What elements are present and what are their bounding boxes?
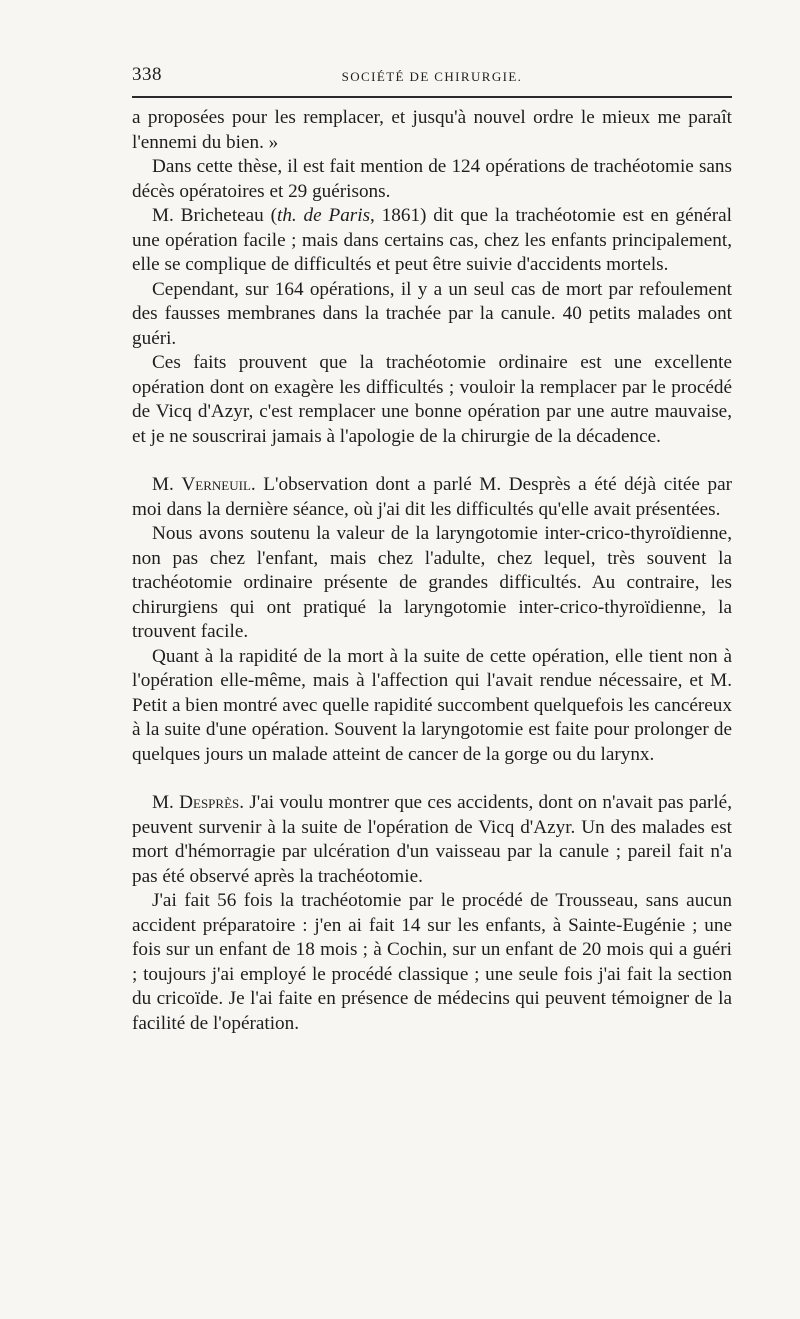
running-head [132, 62, 732, 90]
paragraph-text: , 1861) dit que la trachéotomie est en général une opération facile ; mais dans certains cas, chez les enfants principalement, elle se complique de difficultés et peut être suivie d'accidents mortels. [132, 205, 732, 275]
paragraph-continued: a proposées pour les remplacer, et jusqu'à nouvel ordre le mieux me paraît l'ennemi du bien. » [132, 107, 732, 153]
paragraph-laryngotomy: Nous avons soutenu la valeur de la laryngotomie inter-crico-thyroïdienne, non pas chez l'enfant, mais chez l'adulte, chez lequel, très souvent la trachéotomie ordinaire présente de grandes difficultés. Au contraire, les chirurgiens qui ont pratiqué la laryngotomie inter-crico-thyroïdienne, la trouvent facile. [132, 523, 732, 642]
running-title: SOCIÉTÉ DE CHIRURGIE. [341, 69, 523, 84]
paragraph-text: M. Bricheteau ( [152, 205, 277, 226]
paragraph-text: M. [152, 474, 182, 495]
paragraph-bricheteau [132, 204, 732, 278]
paragraph-text: M. [152, 792, 180, 813]
paragraph-despres [132, 791, 732, 889]
paragraph-thesis-mention: Dans cette thèse, il est fait mention de 124 opérations de trachéotomie sans décès opératoires et 29 guérisons. [132, 156, 732, 202]
paragraph-statistics: Cependant, sur 164 opérations, il y a un seul cas de mort par refoulement des fausses membranes dans la trachée par la canule. 40 petits malades ont guéri. [132, 278, 732, 349]
speaker-name: Desprès [179, 792, 240, 813]
page-body [132, 106, 732, 1036]
paragraph-text: . J'ai voulu montrer que ces accidents, dont on n'avait pas parlé, peuvent survenir à la suite de l'opération de Vicq d'Azyr. Un des malades est mort d'hémorragie par ulcération d'un vaisseau par la canule ; pareil fait n'a pas été observé après la trachéotomie. [132, 792, 732, 887]
header-rule [132, 96, 732, 98]
speaker-name: Verneuil [181, 474, 251, 495]
paragraph-trousseau: J'ai fait 56 fois la trachéotomie par le procédé de Trousseau, sans aucun accident préparatoire : j'en ai fait 14 sur les enfants, à Sainte-Eugénie ; une fois sur un enfant de 18 mois ; à Cochin, sur un enfant de 20 mois qui a guéri ; toujours j'ai employé le procédé classique ; une seule fois j'ai fait la section du cricoïde. Je l'ai faite en présence de médecins qui peuvent témoigner de la facilité de l'opération. [132, 890, 732, 1034]
book-page [132, 62, 732, 1036]
paragraph-verneuil [132, 473, 732, 522]
citation-italic: th. de Paris [277, 205, 371, 226]
paragraph-rapidity: Quant à la rapidité de la mort à la suite de cette opération, elle tient non à l'opération elle-même, mais à l'affection qui l'avait rendue nécessaire, et M. Petit a bien montré avec quelle rapidité succombent quelquefois les cancéreux à la suite d'une opération. Souvent la laryngotomie est faite pour prolonger de quelques jours un malade atteint de cancer de la gorge ou du larynx. [132, 645, 732, 765]
page-number: 338 [132, 64, 162, 85]
paragraph-text: . L'observation dont a parlé M. Desprès a été déjà citée par moi dans la dernière séance, où j'ai dit les difficultés qu'elle avait présentées. [132, 474, 733, 520]
paragraph-conclusion: Ces faits prouvent que la trachéotomie ordinaire est une excellente opération dont on exagère les difficultés ; vouloir la remplacer par le procédé de Vicq d'Azyr, c'est remplacer une bonne opération par une autre mauvaise, et je ne souscrirai jamais à l'apologie de la chirurgie de la décadence. [132, 352, 732, 447]
